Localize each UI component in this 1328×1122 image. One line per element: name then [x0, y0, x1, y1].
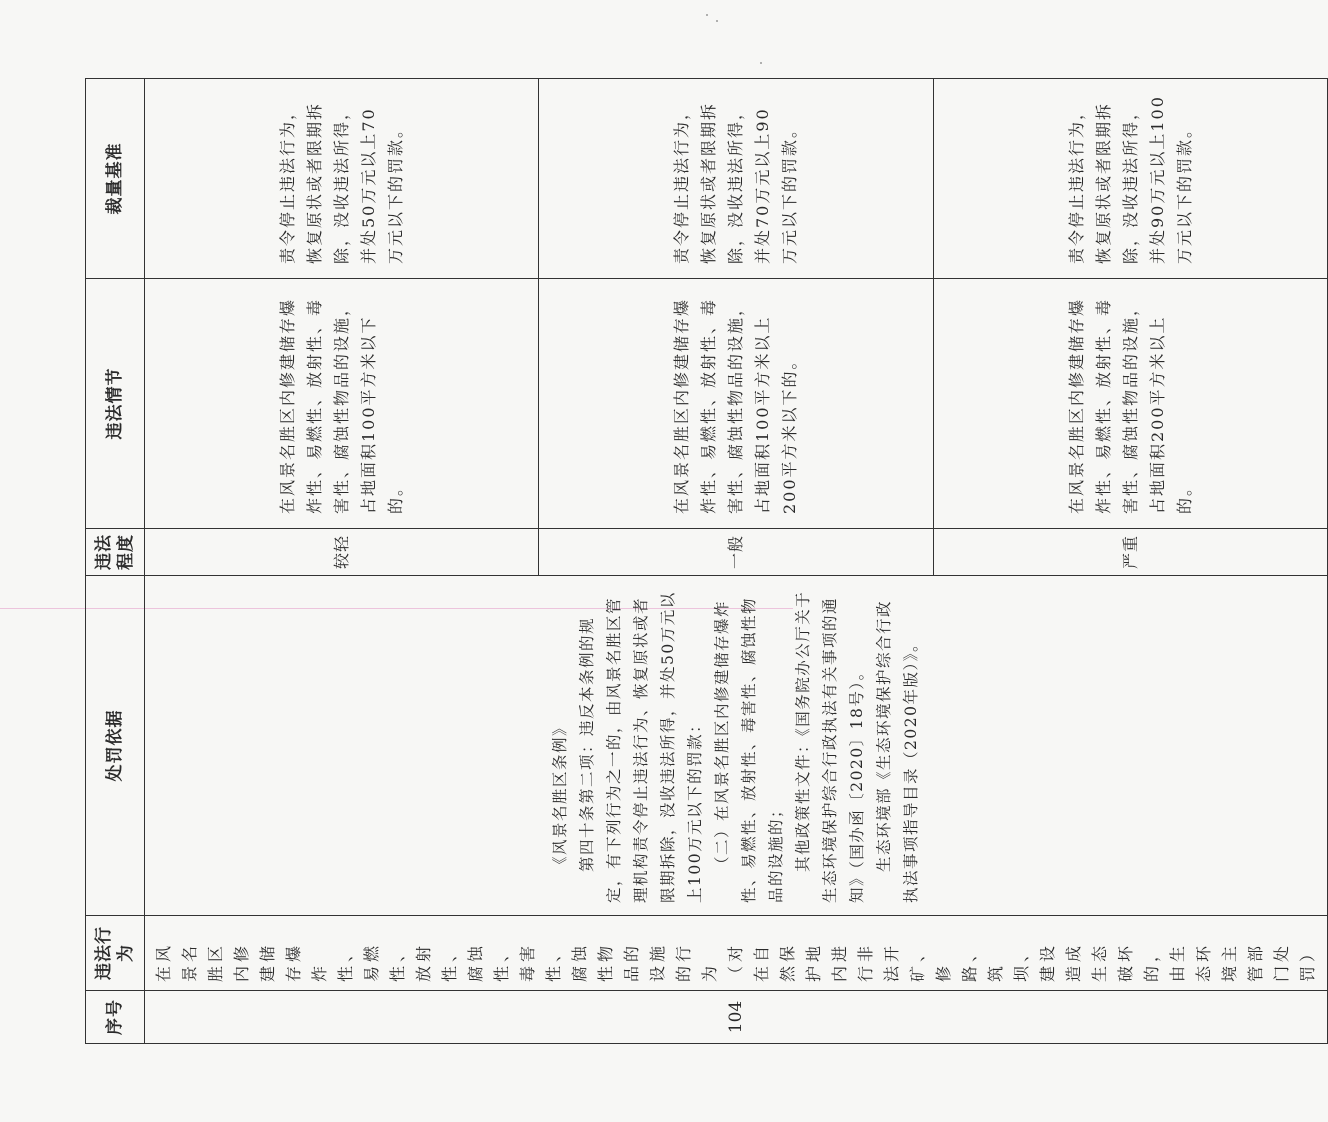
basis-law-title: 《风景名胜区条例》 — [551, 718, 569, 872]
degree-general: 一般 — [539, 529, 933, 576]
circumstance-light: 在风景名胜区内修建储存爆炸性、易燃性、放射性、毒害性、腐蚀性物品的设施，占地面积100平方米以下的。 — [145, 279, 539, 529]
degree-serious: 严重 — [933, 529, 1327, 576]
standard-light: 责令停止违法行为，恢复原状或者限期拆除，没收违法所得，并处50万元以上70万元以下的罚款。 — [145, 79, 539, 279]
header-standard: 裁量基准 — [86, 79, 145, 279]
violation-act: 在风景名胜区内修建储存爆炸性、易燃性、放射性、腐蚀性、毒害性、腐蚀性物品的设施的行为（对在自然保护地内进行非法开矿、修路、筑坝、建设造成生态破坏的，由生态环境主管部门处罚） — [145, 916, 1328, 991]
penalty-discretion-table — [85, 78, 1328, 1044]
header-act: 违法行为 — [86, 916, 145, 991]
degree-light: 较轻 — [145, 529, 539, 576]
circumstance-general: 在风景名胜区内修建储存爆炸性、易燃性、放射性、毒害性、腐蚀性物品的设施，占地面积100平方米以上200平方米以下的。 — [539, 279, 933, 529]
header-no: 序号 — [86, 991, 145, 1044]
basis-catalog: 生态环境部《生态环境保护综合行政执法事项指导目录（2020年版）》。 — [875, 599, 920, 903]
table-row — [145, 79, 539, 1044]
circumstance-serious: 在风景名胜区内修建储存爆炸性、易燃性、放射性、毒害性、腐蚀性物品的设施，占地面积200平方米以上的。 — [933, 279, 1327, 529]
header-basis: 处罚依据 — [86, 576, 145, 916]
standard-general: 责令停止违法行为，恢复原状或者限期拆除，没收违法所得，并处70万元以上90万元以下的罚款。 — [539, 79, 933, 279]
row-number: 104 — [145, 991, 1328, 1044]
standard-serious: 责令停止违法行为，恢复原状或者限期拆除，没收违法所得，并处90万元以上100万元以下的罚款。 — [933, 79, 1327, 279]
header-degree: 违法程度 — [86, 529, 145, 576]
header-circumstance: 违法情节 — [86, 279, 145, 529]
header-row — [86, 79, 145, 1044]
basis-article: 第四十条第二项：违反本条例的规定，有下列行为之一的，由风景名胜区管理机构责令停止违法行为、恢复原状或者限期拆除，没收违法所得，并处50万元以上100万元以下的罚款： — [578, 591, 704, 903]
penalty-basis — [145, 576, 1328, 916]
basis-item: （二）在风景名胜区内修建储存爆炸性、易燃性、放射性、毒害性、腐蚀性物品的设施的； — [713, 596, 785, 903]
basis-policy: 其他政策性文件：《国务院办公厅关于生态环境保护综合行政执法有关事项的通知》（国办函〔2020〕18号）。 — [794, 590, 866, 903]
